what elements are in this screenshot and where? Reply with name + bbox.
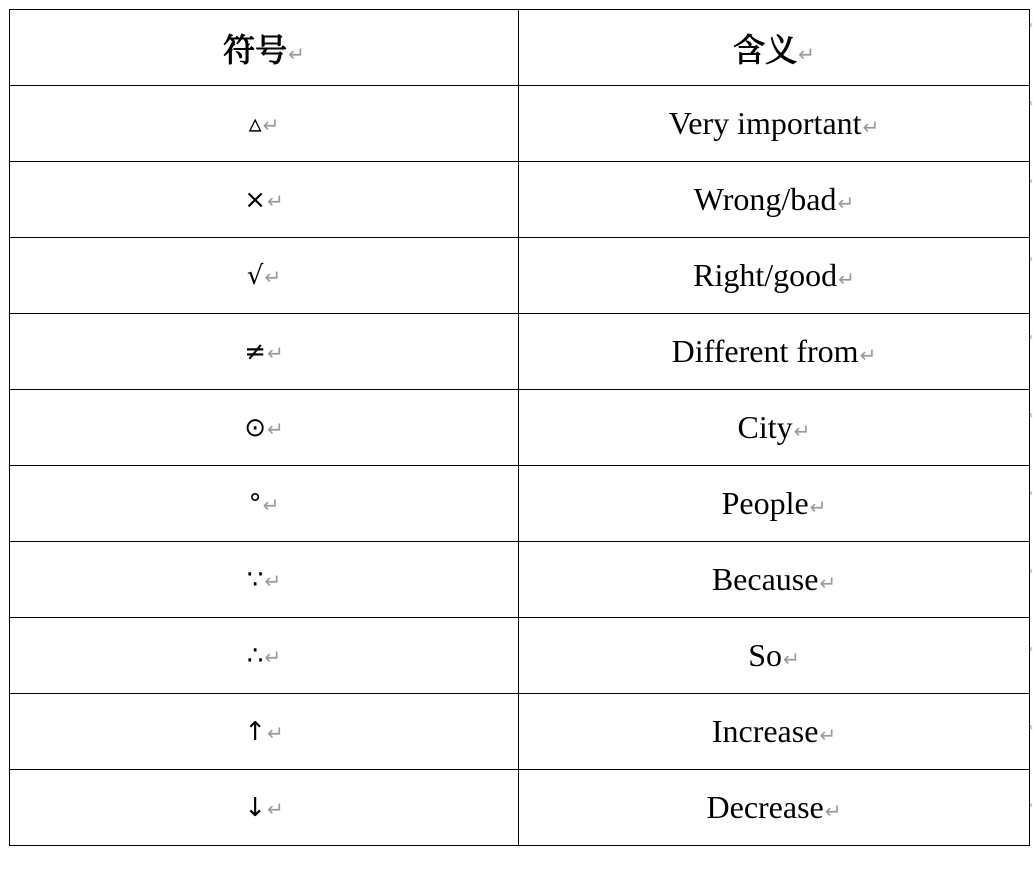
paragraph-mark-icon: ↵ — [264, 644, 282, 669]
row-end-marker-icon: ‹ — [1029, 488, 1033, 499]
paragraph-mark-icon: ↵ — [783, 647, 800, 671]
meaning-cell — [519, 694, 1030, 770]
table-row — [10, 314, 1030, 390]
meaning-cell — [519, 238, 1030, 314]
table-row — [10, 162, 1030, 238]
row-end-marker-icon: ‹ — [1029, 722, 1033, 733]
paragraph-mark-icon: ↵ — [798, 41, 815, 66]
paragraph-mark-icon: ↵ — [793, 419, 811, 443]
meaning-cell — [519, 390, 1030, 466]
paragraph-mark-icon: ↵ — [838, 267, 855, 291]
table-row — [10, 542, 1030, 618]
meaning-text: Very important — [668, 105, 862, 141]
table-body — [10, 86, 1030, 846]
meaning-cell — [519, 314, 1030, 390]
row-end-marker-icon: ‹ — [1029, 644, 1033, 655]
symbol-glyph: √ — [246, 260, 264, 291]
header-meaning-label: 含义 — [733, 30, 798, 69]
symbol-cell — [10, 162, 519, 238]
row-end-marker-icon: ‹ — [1029, 566, 1033, 577]
meaning-text: Right/good — [693, 257, 838, 293]
symbol-glyph: ∵ — [246, 564, 264, 595]
paragraph-mark-icon: ↵ — [267, 340, 284, 365]
table-row — [10, 770, 1030, 846]
meaning-text: Because — [711, 561, 819, 597]
row-end-marker-icon: ‹ — [1029, 800, 1033, 811]
symbol-glyph: ↓ — [244, 792, 267, 823]
row-end-marker-icon: ‹ — [1029, 332, 1033, 343]
paragraph-mark-icon: ↵ — [819, 571, 837, 595]
symbol-glyph: × — [244, 184, 267, 215]
row-end-marker-icon: ‹ — [1029, 410, 1033, 421]
meaning-text: Decrease — [706, 789, 824, 825]
symbol-glyph: ▵ — [248, 108, 262, 139]
table-row — [10, 86, 1030, 162]
symbol-cell — [10, 770, 519, 846]
paragraph-mark-icon: ↵ — [264, 568, 282, 593]
symbol-glyph: ∴ — [246, 640, 264, 671]
meaning-cell — [519, 618, 1030, 694]
paragraph-mark-icon: ↵ — [267, 416, 284, 441]
table-row — [10, 618, 1030, 694]
paragraph-mark-icon: ↵ — [267, 796, 284, 821]
table-header-row — [10, 10, 1030, 86]
paragraph-mark-icon: ↵ — [824, 799, 842, 823]
meaning-text: City — [737, 409, 793, 445]
paragraph-mark-icon: ↵ — [288, 41, 305, 66]
symbol-meaning-table — [9, 9, 1030, 846]
header-meaning-cell — [519, 10, 1030, 86]
paragraph-mark-icon: ↵ — [262, 112, 280, 137]
table-row — [10, 390, 1030, 466]
header-symbol-cell — [10, 10, 519, 86]
paragraph-mark-icon: ↵ — [267, 720, 284, 745]
symbol-cell — [10, 86, 519, 162]
paragraph-mark-icon: ↵ — [837, 191, 855, 215]
symbol-glyph: ≠ — [244, 336, 267, 367]
table-row — [10, 466, 1030, 542]
symbol-cell — [10, 238, 519, 314]
table-row — [10, 238, 1030, 314]
meaning-cell — [519, 770, 1030, 846]
row-end-marker-icon: ‹ — [1029, 176, 1033, 187]
symbol-cell — [10, 694, 519, 770]
paragraph-mark-icon: ↵ — [819, 723, 837, 747]
meaning-text: Increase — [711, 713, 819, 749]
meaning-text: Different from — [671, 333, 859, 369]
paragraph-mark-icon: ↵ — [859, 343, 877, 367]
paragraph-mark-icon: ↵ — [262, 492, 280, 517]
symbol-cell — [10, 542, 519, 618]
row-end-marker-icon: ‹ — [1029, 254, 1033, 265]
paragraph-mark-icon: ↵ — [809, 495, 827, 519]
paragraph-mark-icon: ↵ — [267, 188, 284, 213]
meaning-text: So — [748, 637, 783, 673]
meaning-cell — [519, 542, 1030, 618]
symbol-glyph: ↑ — [244, 716, 267, 747]
symbol-cell — [10, 466, 519, 542]
symbol-glyph: ° — [248, 488, 262, 519]
symbol-cell — [10, 390, 519, 466]
meaning-text: People — [721, 485, 809, 521]
header-symbol-label: 符号 — [223, 30, 288, 69]
row-end-marker-icon: ‹ — [1029, 20, 1033, 31]
row-end-marker-icon: ‹ — [1029, 98, 1033, 109]
symbol-cell — [10, 314, 519, 390]
meaning-cell — [519, 86, 1030, 162]
symbol-cell — [10, 618, 519, 694]
table-row — [10, 694, 1030, 770]
paragraph-mark-icon: ↵ — [862, 115, 880, 139]
paragraph-mark-icon: ↵ — [264, 264, 282, 289]
meaning-cell — [519, 466, 1030, 542]
meaning-cell — [519, 162, 1030, 238]
symbol-glyph: ⊙ — [244, 412, 267, 443]
meaning-text: Wrong/bad — [693, 181, 837, 217]
